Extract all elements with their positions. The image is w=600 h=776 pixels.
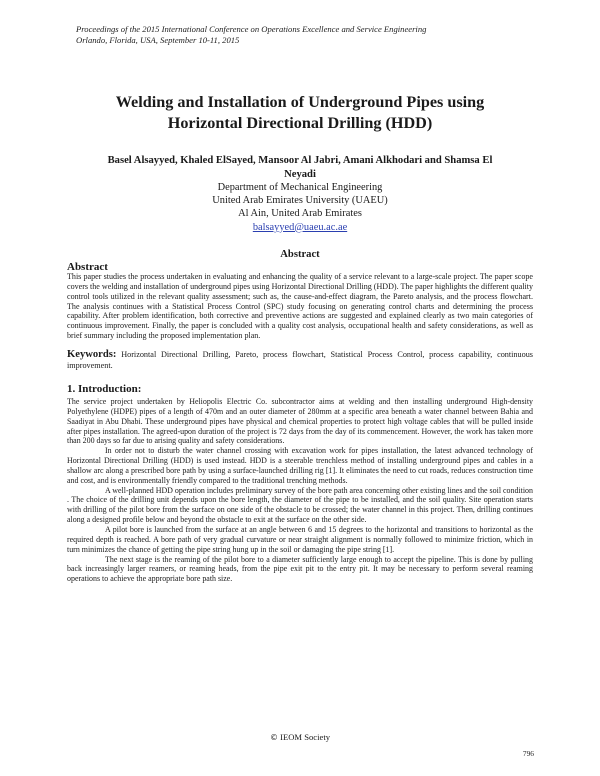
intro-paragraph: A well-planned HDD operation includes preliminary survey of the bore path area concerning other existing lines and the soil condition . The choice of the drilling unit depends upon the bore length, the diameter of the pipe to be installed, and the soil quality. Site operation starts with drilling of the pilot bore from the surface on one side of the obstacle to be crossed; the water channel in this project. Then, drilling continues along a designed profile below and beyond the obstacle to exit at the surface on the other side. — [67, 485, 533, 525]
keywords-text: Horizontal Directional Drilling, Pareto, process flowchart, Statistical Process Control, process capability, continuous improvement. — [67, 350, 533, 370]
conference-header-line-1: Proceedings of the 2015 International Conference on Operations Excellence and Service Engineering — [76, 24, 427, 34]
author-list-line-1: Basel Alsayyed, Khaled ElSayed, Mansoor Al Jabri, Amani Alkhodari and Shamsa El — [107, 155, 493, 166]
conference-header-line-2: Orlando, Florida, USA, September 10-11, 2015 — [76, 35, 240, 45]
author-email-link[interactable]: balsayyed@uaeu.ac.ae — [252, 221, 348, 233]
abstract-heading-centered: Abstract — [280, 249, 320, 260]
paper-title-line-2: Horizontal Directional Drilling (HDD) — [167, 114, 433, 132]
keywords-label: Keywords: — [67, 349, 117, 360]
affiliation — [100, 181, 500, 234]
introduction-body — [67, 397, 533, 584]
introduction-heading: 1. Introduction: — [67, 383, 142, 395]
page-number: 796 — [522, 749, 534, 758]
department: Department of Mechanical Engineering — [217, 182, 383, 193]
paper-title — [40, 92, 560, 134]
conference-header — [76, 24, 536, 46]
intro-paragraph: The next stage is the reaming of the pilot bore to a diameter sufficiently large enough to accept the pipeline. This is done by pulling back increasingly larger reamers, or reaming heads, from the pipe exit pit to the entry pit. It may be necessary to perform several reaming operations to achieve the appropriate bore path size. — [67, 554, 533, 584]
footer-society — [0, 732, 600, 742]
author-list — [60, 154, 540, 182]
intro-paragraph: A pilot bore is launched from the surface at an angle between 6 and 15 degrees to the horizontal and transitions to horizontal as the required depth is reached. A bore path of very gradual curvature or near straight alignment is normally followed to minimize friction, which in turn minimizes the chance of getting the pipe string hung up in the soil or damaging the pipe string [1]. — [67, 524, 533, 554]
keywords-block — [67, 350, 533, 371]
copyright-icon: © — [269, 733, 278, 742]
location: Al Ain, United Arab Emirates — [238, 208, 362, 220]
intro-paragraph: The service project undertaken by Heliopolis Electric Co. subcontractor aims at welding and then installing underground High-density Polyethylene (HDPE) pipes of a length of 470m and an outer diameter of 280mm at a specific area beneath a water channel between Bahia and Saadiyat in Abu Dhabi. These underground pipes have physical and chemical properties to protect high voltage cables that will be pulled inside after pipes installation. The agreed-upon duration of the project is 72 days from the day of its commencement. However, the work has taken more than 200 days so far due to arising quality and safety considerations. — [67, 397, 533, 446]
university: United Arab Emirates University (UAEU) — [212, 195, 388, 207]
abstract-section-heading: Abstract — [67, 261, 108, 273]
abstract-body: This paper studies the process undertaken in evaluating and enhancing the quality of a service relevant to a large-scale project. The paper scope covers the welding and installation of underground pipes using Horizontal Directional Drilling (HDD). The paper highlights the different quality control tools utilized in the relevant quality assessment; such as, the cause-and-effect diagram, the Pareto analysis, and the process flowchart. The analysis continues with a Statistical Process Control (SPC) study focusing on generating control charts and determining the process capability. After problem identification, both corrective and preventive actions are suggested and explained clearly as two main categories of continuous improvement. Finally, the paper is concluded with a quality cost analysis, occupational health and safety considerations, as well as brief summary including the proposed implementation plan. — [67, 272, 533, 341]
society-name: IEOM Society — [277, 732, 331, 742]
paper-title-line-1: Welding and Installation of Underground Pipes using — [115, 93, 485, 111]
intro-paragraph: In order not to disturb the water channel crossing with excavation work for pipes installation, the latest advanced technology of Horizontal Directional Drilling (HDD) is used instead. HDD is a steerable trenchless method of installing underground pipes and cables in a shallow arc along a prescribed bore path by using a surface-launched drilling rig [1]. It eliminates the need to cut roads, reduces construction time and cost, and is environmentally friendly compared to the traditional trenching methods. — [67, 446, 533, 485]
author-list-line-2: Neyadi — [284, 169, 316, 180]
